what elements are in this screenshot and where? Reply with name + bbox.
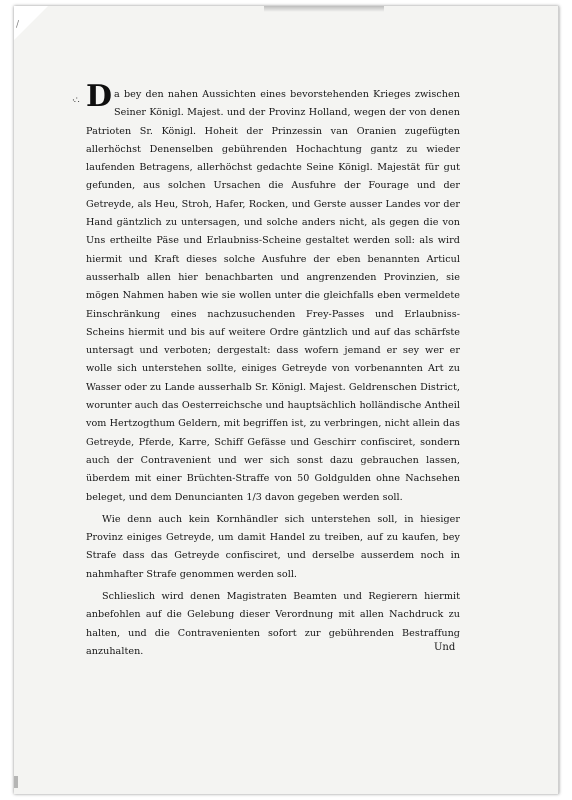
paragraph-1-text: a bey den nahen Aussichten eines bevorstehenden Krieges zwischen Seiner Königl. Majest. und der Provinz Holland, wegen der von denen Patrioten Sr. Königl. Hoheit der Prinzessin van Oranien zugefügten allerhöchst Denenselben gebührenden Hochachtung gantz zu wieder laufenden Betragens, allerhöchst gedachte Seine Königl. Majestät für gut gefunden, aus solchen Ursachen die Ausfuhre der Fourage und der Getreyde, als Heu, Stroh, Hafer, Rocken, und Gerste ausser Landes vor der Hand gäntzlich zu untersagen, und solche anders nicht, als gegen die von Uns ertheilte Päse und Erlaubniss-Scheine gestaltet werden soll: als wird hiermit und Kraft dieses solche Ausfuhre der eben benannten Articul ausserhalb allen hier benachbarten und angrenzenden Provinzien, sie mögen Nahmen haben wie sie wollen unter die gleichfalls eben vermeldete Einschränkung eines nachzusuchenden Frey-Passes und Erlaubniss-Scheins hiermit und bis auf weitere Ordre gäntzlich und auf das schärfste untersagt und verboten; dergestalt: dass wofern jemand er sey wer er wolle sich unterstehen sollte, einiges Getreyde von vorbenannten Art zu Wasser oder zu Lande ausserhalb Sr. Königl. Majest. Geldrenschen District, worunter auch das Oesterreichsche und hauptsächlich holländische Antheil vom Hertzogthum Geldern, mit begriffen ist, zu verbringen, nicht allein das Getreyde, Pferde, Karre, Schiff Gefässe und Geschirr confisciret, sondern auch der Contravenient und wer sich sonst dazu gebrauchen lassen, überdem mit einer Brüchten-Straffe von 50 Goldgulden ohne Nachsehen beleget, und dem Denuncianten 1/3 davon gegeben werden soll. bbox=[86, 89, 460, 503]
folded-corner bbox=[14, 6, 48, 40]
catchword: Und bbox=[434, 642, 456, 653]
page-top-edge-shadow bbox=[264, 6, 384, 12]
paragraph-1 bbox=[72, 79, 460, 507]
document-page bbox=[14, 6, 559, 794]
document-body bbox=[72, 79, 460, 665]
drop-cap-ornament-icon: ·∴ bbox=[72, 96, 79, 106]
drop-cap bbox=[72, 79, 113, 114]
paragraph-3: Schlieslich wird denen Magistraten Beamten und Regierern hiermit anbefohlen auf die Gelebung dieser Verordnung mit allen Nachdruck zu halten, und die Contravenienten sofort zur gebührenden Bestraffung anzuhalten. bbox=[86, 591, 460, 657]
margin-tick-mark: / bbox=[16, 20, 20, 30]
paragraph-2: Wie denn auch kein Kornhändler sich unterstehen soll, in hiesiger Provinz einiges Getreyde, um damit Handel zu treiben, auf zu kaufen, bey Strafe dass das Getreyde confisciret, und derselbe ausserdem noch in nahmhafter Strafe genommen werden soll. bbox=[86, 513, 460, 580]
drop-cap-letter: D bbox=[86, 79, 113, 114]
margin-mark bbox=[14, 776, 18, 788]
